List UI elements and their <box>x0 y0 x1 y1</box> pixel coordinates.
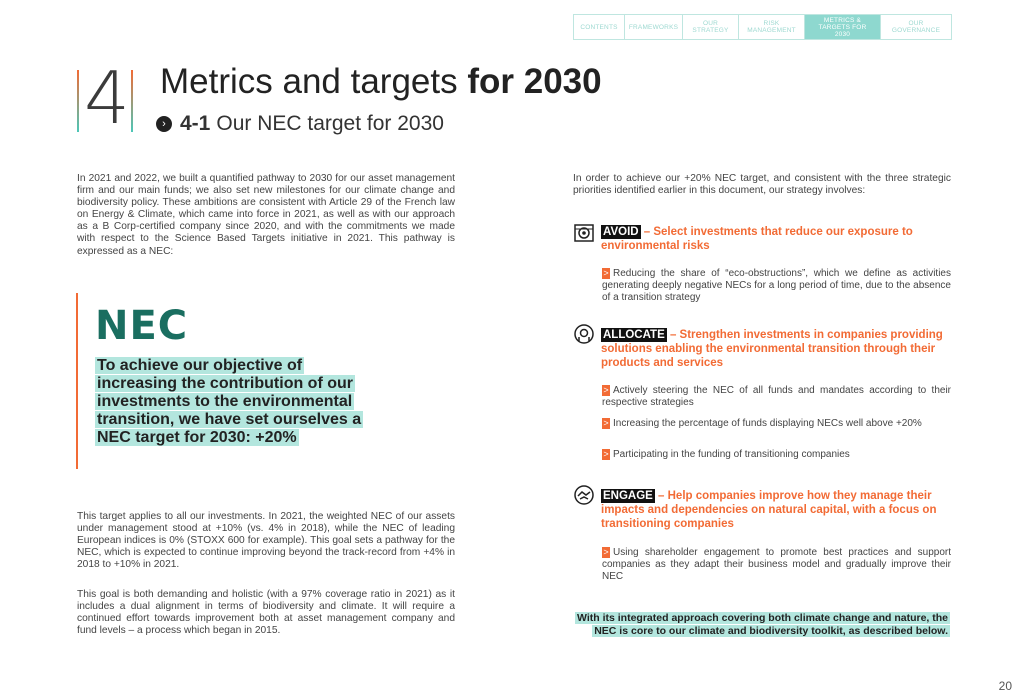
section-title-text: Our NEC target for 2030 <box>216 112 444 135</box>
nav-tab-our-strategy[interactable]: OUR STRATEGY <box>683 15 739 39</box>
head-gear-icon <box>573 323 595 345</box>
nav-tab-contents[interactable]: CONTENTS <box>574 15 625 39</box>
conclusion-highlight: With its integrated approach covering both climate change and nature, the NEC is core to our climate and biodiversity toolkit, as described below. <box>577 612 948 637</box>
nec-logo <box>95 305 190 354</box>
avoid-bullet: > Reducing the share of “eco-obstructions”, which we define as activities generating deeply negative NECs for a long period of time, due to the absence of a transition strategy <box>602 268 951 303</box>
allocate-bullet-1: > Actively steering the NEC of all funds and mandates according to their respective strategies <box>602 385 951 408</box>
handshake-icon <box>573 484 595 506</box>
engage-bullet: > Using shareholder engagement to promote best practices and support companies as they adapt their business model and gradually improve their NEC <box>602 547 951 582</box>
quote-accent-bar <box>76 293 78 469</box>
page-title: Metrics and targets for 2030 <box>160 62 602 101</box>
nav-tab-metrics-targets[interactable]: METRICS & TARGETS FOR 2030 <box>805 15 881 39</box>
goal-paragraph: This goal is both demanding and holistic (with a 97% coverage ratio in 2021) as it includes a dual alignment in terms of biodiversity and climate. It will require a continued effort towards improvement both at asset management company and fund levels – a process which began in 2015. <box>77 589 455 637</box>
chapter-number: 4 <box>84 56 130 140</box>
chevron-right-icon: › <box>156 116 172 132</box>
chapter-bar-right <box>131 70 133 132</box>
section-title <box>156 110 444 138</box>
shield-target-icon <box>573 222 595 244</box>
avoid-heading: AVOID – Select investments that reduce our exposure to environmental risks <box>601 226 913 252</box>
nav-tab-frameworks[interactable]: FRAMEWORKS <box>625 15 683 39</box>
nav-tab-risk-management[interactable]: RISK MANAGEMENT <box>739 15 805 39</box>
svg-text:NEC: NEC <box>95 305 189 345</box>
engage-heading: ENGAGE – Help companies improve how they manage their impacts and dependencies on natural capital, with a focus on transitioning companies <box>601 490 937 530</box>
top-navigation <box>573 14 952 40</box>
nec-target-quote: To achieve our objective of increasing the contribution of our investments to the environmental transition, we have set ourselves a NEC target for 2030: +20% <box>97 357 362 446</box>
target-paragraph: This target applies to all our investments. In 2021, the weighted NEC of our assets under management stood at +10% (vs. 4% in 2018), while the NEC of leading European indices is 0% (STOXX 600 for example). This goal sets a pathway for the NEC, which is expected to continue improving beyond the track-record from +4% in 2018 to +10% in 2021. <box>77 511 455 571</box>
allocate-bullet-3: > Participating in the funding of transitioning companies <box>603 449 850 460</box>
nav-tab-our-governance[interactable]: OUR GOVERNANCE <box>891 20 941 34</box>
page-number: 20 <box>998 679 1012 693</box>
section-number: 4-1 <box>180 112 211 135</box>
allocate-bullet-2: > Increasing the percentage of funds displaying NECs well above +20% <box>603 418 922 429</box>
allocate-heading: ALLOCATE – Strengthen investments in companies providing solutions enabling the environmental transition through their products and services <box>601 329 943 369</box>
chapter-bar-left <box>77 70 79 132</box>
strategy-intro: In order to achieve our +20% NEC target, and consistent with the three strategic priorities identified earlier in this document, our strategy involves: <box>573 173 951 197</box>
intro-paragraph: In 2021 and 2022, we built a quantified pathway to 2030 for our asset management firm and our main funds; we also set new milestones for our climate change and biodiversity policy. These ambitions are consistent with Article 29 of the French law on Energy & Climate, which came into force in 2021, as well as with our approach as a B Corp-certified company since 2020, and with the commitments we made with respect to the Science Based Targets initiative in 2021. This pathway is expressed as a NEC: <box>77 173 455 257</box>
nec-logo-graphic <box>95 305 190 345</box>
